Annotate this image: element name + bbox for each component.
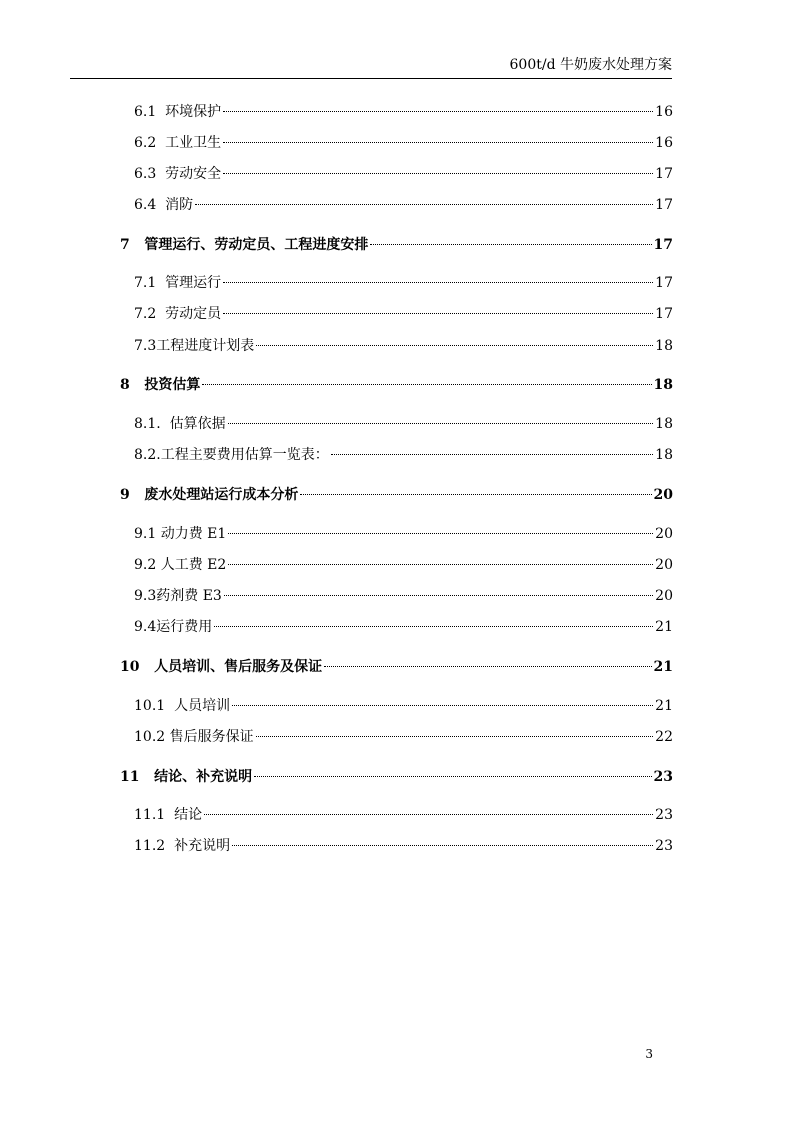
toc-entry-title: 劳动定员 (165, 306, 222, 322)
toc-entry-gap (156, 163, 165, 185)
toc-dot-leader (331, 454, 653, 455)
toc-entry-gap (161, 413, 170, 435)
toc-entry-number: 10.1 (134, 698, 166, 714)
toc-section-entry[interactable] (134, 272, 673, 294)
document-title: 600t/d 牛奶废水处理方案 (509, 57, 672, 73)
toc-entry-number: 7.1 (134, 275, 157, 291)
toc-entry-number: 7.2 (134, 306, 157, 322)
toc-entry-number: 8.1. (134, 416, 161, 432)
toc-dot-leader (228, 533, 653, 534)
toc-entry-title: 劳动安全 (165, 166, 222, 182)
toc-dot-leader (370, 244, 651, 245)
toc-entry-gap (156, 132, 165, 154)
toc-section-entry[interactable] (134, 616, 673, 638)
toc-entry-gap (165, 835, 174, 857)
page-number: 3 (645, 1047, 653, 1061)
toc-entry-page-number: 18 (655, 416, 673, 432)
toc-dot-leader (232, 705, 653, 706)
toc-chapter-entry[interactable] (120, 766, 673, 788)
toc-entry-page-number: 17 (655, 306, 673, 322)
toc-entry-number: 9.1 (134, 526, 157, 542)
toc-entry-title: 投资估算 (144, 377, 201, 393)
toc-dot-leader (232, 845, 653, 846)
toc-entry-title: 估算依据 (169, 416, 226, 432)
toc-entry-gap (156, 272, 165, 294)
toc-entry-title: 工程主要费用估算一览表： (160, 447, 329, 463)
toc-entry-number: 7 (120, 237, 130, 253)
toc-entry-number: 6.3 (134, 166, 157, 182)
page-header (70, 56, 672, 79)
toc-entry-page-number: 17 (653, 237, 673, 253)
toc-dot-leader (300, 494, 651, 495)
toc-dot-leader (324, 666, 651, 667)
toc-entry-number: 7.3 (134, 338, 157, 354)
toc-section-entry[interactable] (134, 194, 673, 216)
toc-entry-page-number: 18 (655, 338, 673, 354)
toc-entry-number: 6.4 (134, 197, 157, 213)
toc-section-entry[interactable] (134, 585, 673, 607)
toc-entry-number: 11.1 (134, 807, 166, 823)
toc-entry-title: 人员培训、售后服务及保证 (154, 659, 323, 675)
toc-entry-gap (130, 234, 145, 256)
toc-dot-leader (214, 626, 653, 627)
toc-section-entry[interactable] (134, 523, 673, 545)
toc-section-entry[interactable] (134, 804, 673, 826)
toc-section-entry[interactable] (134, 413, 673, 435)
toc-section-entry[interactable] (134, 695, 673, 717)
toc-entry-page-number: 16 (655, 135, 673, 151)
toc-entry-page-number: 22 (655, 729, 673, 745)
toc-entry-gap (130, 484, 145, 506)
toc-section-entry[interactable] (134, 835, 673, 857)
toc-dot-leader (204, 814, 653, 815)
toc-entry-number: 6.1 (134, 104, 157, 120)
toc-entry-title: 动力费 E1 (160, 526, 227, 542)
toc-dot-leader (223, 313, 653, 314)
toc-dot-leader (254, 776, 651, 777)
toc-entry-gap (165, 695, 174, 717)
toc-entry-page-number: 21 (653, 659, 673, 675)
toc-entry-page-number: 23 (655, 838, 673, 854)
toc-entry-gap (130, 374, 145, 396)
toc-entry-title: 管理运行、劳动定员、工程进度安排 (144, 237, 369, 253)
toc-entry-page-number: 20 (655, 588, 673, 604)
toc-entry-gap (139, 656, 154, 678)
toc-dot-leader (223, 111, 653, 112)
toc-entry-gap (165, 804, 174, 826)
toc-entry-page-number: 21 (655, 698, 673, 714)
toc-dot-leader (256, 736, 654, 737)
toc-entry-page-number: 21 (655, 619, 673, 635)
toc-entry-title: 工程进度计划表 (156, 338, 255, 354)
toc-entry-page-number: 20 (655, 557, 673, 573)
toc-dot-leader (224, 595, 653, 596)
toc-dot-leader (223, 142, 653, 143)
toc-section-entry[interactable] (134, 335, 673, 357)
toc-entry-title: 结论、补充说明 (154, 769, 253, 785)
toc-section-entry[interactable] (134, 554, 673, 576)
toc-chapter-entry[interactable] (120, 484, 673, 506)
toc-dot-leader (223, 173, 653, 174)
toc-entry-number: 8 (120, 377, 130, 393)
toc-section-entry[interactable] (134, 726, 673, 748)
toc-entry-gap (139, 766, 154, 788)
toc-entry-number: 11 (120, 769, 140, 785)
toc-entry-title: 人工费 E2 (160, 557, 227, 573)
toc-entry-gap (156, 303, 165, 325)
toc-entry-title: 补充说明 (174, 838, 231, 854)
toc-entry-title: 药剂费 E3 (156, 588, 222, 604)
toc-entry-number: 9.3 (134, 588, 157, 604)
toc-entry-page-number: 23 (653, 769, 673, 785)
toc-entry-title: 工业卫生 (165, 135, 222, 151)
toc-entry-page-number: 20 (655, 526, 673, 542)
toc-entry-title: 结论 (174, 807, 203, 823)
toc-chapter-entry[interactable] (120, 656, 673, 678)
toc-section-entry[interactable] (134, 163, 673, 185)
toc-chapter-entry[interactable] (120, 234, 673, 256)
toc-dot-leader (202, 384, 651, 385)
toc-entry-title: 废水处理站运行成本分析 (144, 487, 299, 503)
toc-entry-page-number: 17 (655, 166, 673, 182)
toc-entry-title: 售后服务保证 (169, 729, 254, 745)
toc-entry-gap (156, 194, 165, 216)
toc-section-entry[interactable] (134, 132, 673, 154)
toc-entry-number: 10 (120, 659, 140, 675)
toc-dot-leader (228, 564, 653, 565)
toc-chapter-entry[interactable] (120, 374, 673, 396)
toc-entry-title: 管理运行 (165, 275, 222, 291)
toc-entry-number: 9.4 (134, 619, 157, 635)
toc-entry-number: 11.2 (134, 838, 166, 854)
toc-entry-number: 10.2 (134, 729, 166, 745)
toc-entry-title: 消防 (165, 197, 194, 213)
toc-dot-leader (256, 345, 653, 346)
toc-entry-number: 9 (120, 487, 130, 503)
toc-section-entry[interactable] (134, 303, 673, 325)
toc-entry-title: 人员培训 (174, 698, 231, 714)
toc-entry-page-number: 17 (655, 197, 673, 213)
toc-entry-title: 运行费用 (156, 619, 213, 635)
toc-entry-number: 8.2. (134, 447, 161, 463)
toc-entry-page-number: 18 (655, 447, 673, 463)
toc-section-entry[interactable] (134, 101, 673, 123)
toc-section-entry[interactable] (134, 444, 673, 466)
toc-entry-page-number: 16 (655, 104, 673, 120)
toc-entry-page-number: 20 (653, 487, 673, 503)
toc-dot-leader (195, 204, 653, 205)
toc-entry-page-number: 18 (653, 377, 673, 393)
toc-entry-page-number: 17 (655, 275, 673, 291)
toc-entry-number: 9.2 (134, 557, 157, 573)
toc-entry-gap (156, 101, 165, 123)
toc-dot-leader (223, 282, 653, 283)
toc-entry-number: 6.2 (134, 135, 157, 151)
toc-entry-page-number: 23 (655, 807, 673, 823)
toc-entry-title: 环境保护 (165, 104, 222, 120)
toc-dot-leader (228, 423, 654, 424)
page-footer (0, 1046, 653, 1062)
